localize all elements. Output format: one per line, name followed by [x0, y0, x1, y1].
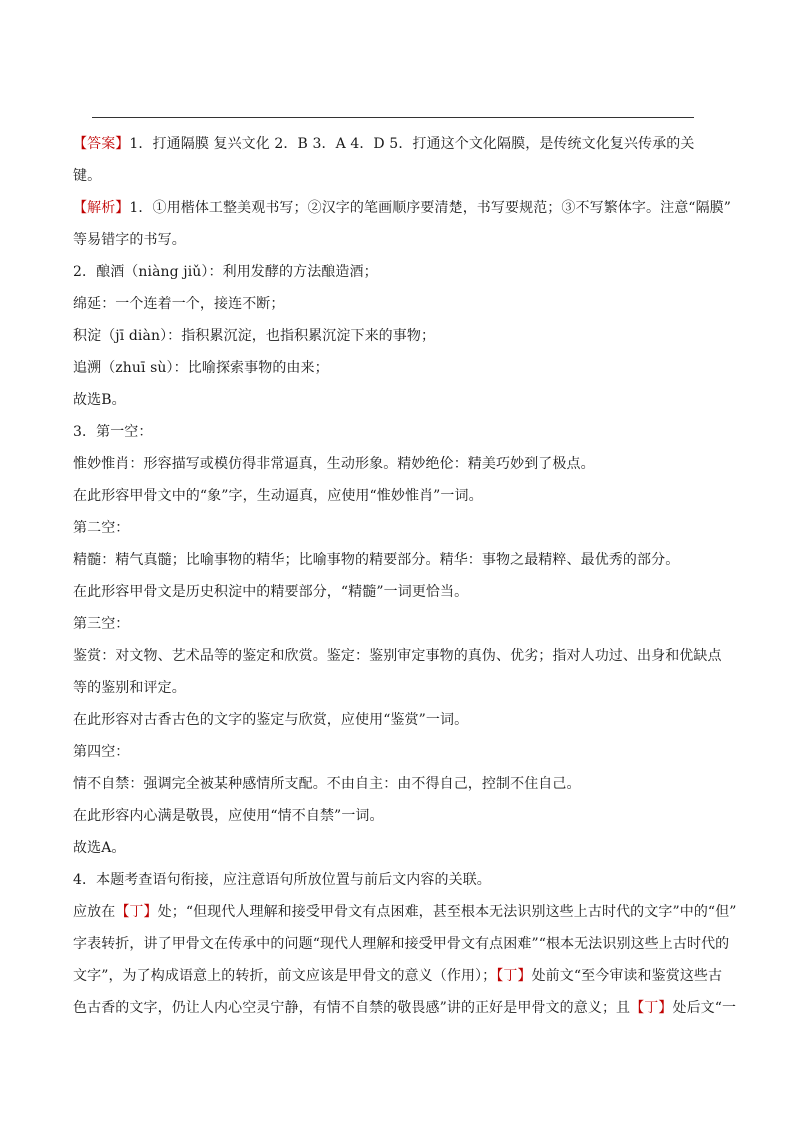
text-line: 情不自禁：强调完全被某种感情所支配。不由自主：由不得自己，控制不住自己。	[73, 776, 581, 792]
answer-tag: 【答案】	[73, 136, 130, 152]
answer-text: 1．打通隔膜 复兴文化 2．B 3．A 4．D 5．打通这个文化隔膜，是传统文化复兴传承的关	[129, 136, 695, 152]
text-line: 第三空：	[73, 616, 130, 632]
para4-text: 色古香的文字，仍让人内心空灵宁静，有情不自禁的敬畏感”讲的正好是甲骨文的意义；且	[73, 1000, 631, 1016]
text-line: 在此形容内心满是敬畏，应使用“情不自禁”一词。	[73, 808, 384, 824]
text-line: 4．本题考查语句衔接，应注意语句所放位置与前后文内容的关联。	[73, 872, 491, 888]
analysis-line	[73, 192, 732, 224]
text-line: 追溯（zhuī sù）：比喻探索事物的由来；	[73, 360, 329, 376]
text-line: 第二空：	[73, 520, 130, 536]
text-line: 在此形容甲骨文是历史积淀中的精要部分，“精髓”一词更恰当。	[73, 584, 469, 600]
para4-text: 处后文“一	[672, 1000, 737, 1016]
text-line: 惟妙惟肖：形容描写或模仿得非常逼真，生动形象。精妙绝伦：精美巧妙到了极点。	[73, 456, 595, 472]
answer-document	[73, 128, 737, 1024]
text-line: 等的鉴别和评定。	[73, 680, 186, 696]
para4-text: 处前文“至今审读和鉴赏这些古	[531, 968, 723, 984]
text-line: 积淀（jī diàn）：指积累沉淀，也指积累沉淀下来的事物；	[73, 328, 436, 344]
text-line: 在此形容对古香古色的文字的鉴定与欣赏，应使用“鉴赏”一词。	[73, 712, 469, 728]
ding-tag: 【丁】	[496, 968, 532, 984]
para4-text: 文字”，为了构成语意上的转折，前文应该是甲骨文的意义（作用）；	[73, 968, 497, 984]
text-line: 2．酿酒（niàng jiǔ）：利用发酵的方法酿造酒；	[73, 264, 378, 280]
ding-tag: 【丁】	[630, 1000, 673, 1016]
header-rule	[92, 117, 694, 118]
text-line: 3．第一空：	[73, 424, 153, 440]
answer-line-continued: 键。	[73, 168, 102, 184]
text-line: 精髓：精气真髓；比喻事物的精华；比喻事物的精要部分。精华：事物之最精粹、最优秀的部分。	[73, 552, 680, 568]
text-line: 鉴赏：对文物、艺术品等的鉴定和欣赏。鉴定：鉴别审定事物的真伪、优劣；指对人功过、出身和优缺点	[73, 648, 722, 664]
para4-line-1	[73, 896, 737, 928]
para4-text: 应放在	[73, 904, 116, 920]
analysis-tag: 【解析】	[73, 200, 130, 216]
answer-line	[73, 128, 723, 160]
para4-line-2: 字表转折，讲了甲骨文在传承中的问题“现代人理解和接受甲骨文有点困难”“根本无法识别这些上古时代的	[73, 936, 730, 952]
analysis-line-continued: 等易错字的书写。	[73, 232, 186, 248]
ding-tag: 【丁】	[115, 904, 158, 920]
text-line: 绵延：一个连着一个，接连不断；	[73, 296, 285, 312]
para4-line-4	[73, 992, 737, 1024]
para4-line-3	[73, 960, 723, 992]
text-line: 故选B。	[73, 392, 126, 408]
analysis-text: 1．①用楷体工整美观书写；②汉字的笔画顺序要清楚，书写要规范；③不写繁体字。注意“隔膜”	[129, 200, 732, 216]
text-line: 在此形容甲骨文中的“象”字，生动逼真，应使用“惟妙惟肖”一词。	[73, 488, 483, 504]
text-line: 第四空：	[73, 744, 130, 760]
para4-text: 处；“但现代人理解和接受甲骨文有点困难，甚至根本无法识别这些上古时代的文字”中的“但”	[157, 904, 737, 920]
text-line: 故选A。	[73, 840, 126, 856]
